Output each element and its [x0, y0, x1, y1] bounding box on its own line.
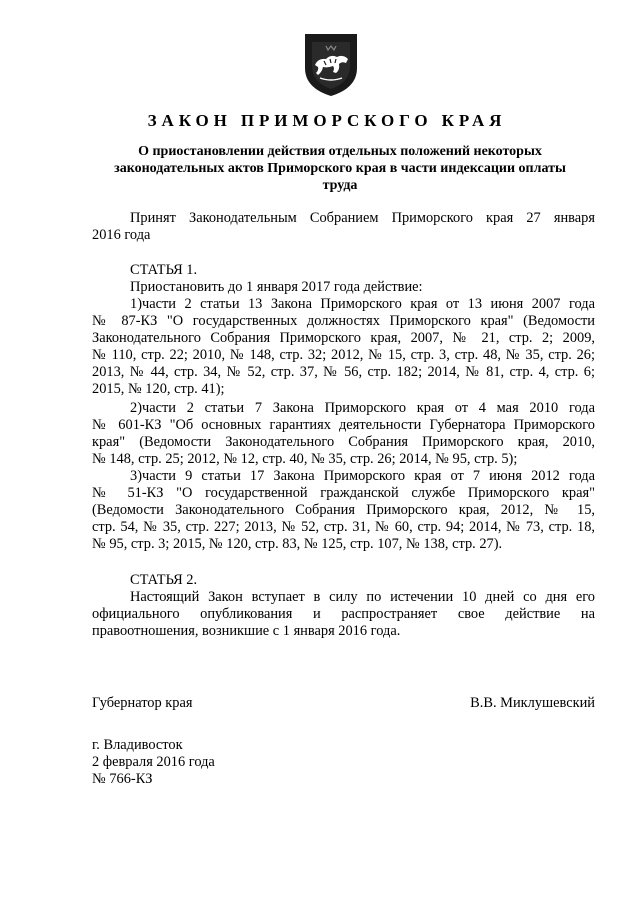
article2-line: официального опубликования и распространяет свое действие на	[92, 606, 595, 622]
article2-line: Настоящий Закон вступает в силу по истечении 10 дней со дня его	[130, 589, 595, 605]
item-line: № 148, стр. 25; 2012, № 12, стр. 40, № 35, стр. 26; 2014, № 95, стр. 5);	[92, 451, 518, 467]
article1-intro: Приостановить до 1 января 2017 года действие:	[130, 279, 423, 295]
item-line: № 601-КЗ "Об основных гарантиях деятельности Губернатора Приморского	[92, 417, 595, 433]
article1-item2	[92, 400, 595, 468]
item-line: № 95, стр. 3; 2015, № 120, стр. 83, № 125, стр. 107, № 138, стр. 27).	[92, 536, 503, 552]
signature-position: Губернатор края	[92, 695, 193, 711]
coat-of-arms-primorsky-icon	[302, 32, 360, 98]
item-line: (Ведомости Законодательного Собрания Приморского края, 2012, № 15,	[92, 502, 595, 518]
article2-heading: СТАТЬЯ 2.	[130, 572, 198, 588]
subtitle-line: законодательных актов Приморского края в части индексации оплаты	[114, 161, 566, 176]
item-line: 2015, № 120, стр. 41);	[92, 381, 225, 397]
footer-date: 2 февраля 2016 года	[92, 754, 215, 770]
adopted-line: Принят Законодательным Собранием Приморского края 27 января	[130, 210, 595, 226]
footer-city: г. Владивосток	[92, 737, 183, 753]
article1-heading: СТАТЬЯ 1.	[130, 262, 198, 278]
item-line: стр. 54, № 35, стр. 227; 2013, № 52, стр. 31, № 60, стр. 94; 2014, № 73, стр. 18,	[92, 519, 595, 535]
article1-item3	[92, 468, 595, 553]
footer-number: № 766-КЗ	[92, 771, 153, 787]
article2-body	[92, 589, 595, 640]
article1-item1	[92, 296, 595, 398]
item-line: 2)части 2 статьи 7 Закона Приморского края от 4 мая 2010 года	[130, 400, 595, 416]
adopted-line: 2016 года	[92, 227, 151, 243]
article2-line: правоотношения, возникшие с 1 января 2016 года.	[92, 623, 401, 639]
item-line: № 51-КЗ "О государственной гражданской службе Приморского края"	[92, 485, 595, 501]
item-line: № 110, стр. 22; 2010, № 148, стр. 32; 2012, № 15, стр. 3, стр. 48, № 35, стр. 26;	[92, 347, 595, 363]
signature-name: В.В. Миклушевский	[470, 695, 595, 711]
adopted-statement	[92, 210, 595, 244]
subtitle-line: О приостановлении действия отдельных положений некоторых	[138, 144, 542, 159]
item-line: 3)части 9 статьи 17 Закона Приморского края от 7 июня 2012 года	[130, 468, 595, 484]
subtitle-line: труда	[322, 178, 358, 193]
item-line: 2013, № 44, стр. 34, № 52, стр. 37, № 56, стр. 182; 2014, № 81, стр. 4, стр. 6;	[92, 364, 595, 380]
item-line: 1)части 2 статьи 13 Закона Приморского края от 13 июня 2007 года	[130, 296, 595, 312]
item-line: № 87-КЗ "О государственных должностях Приморского края" (Ведомости	[92, 313, 595, 329]
law-title: ЗАКОН ПРИМОРСКОГО КРАЯ	[147, 111, 507, 130]
item-line: Законодательного Собрания Приморского края, 2007, № 21, стр. 2; 2009,	[92, 330, 595, 346]
law-subtitle	[100, 143, 580, 194]
item-line: края" (Ведомости Законодательного Собрания Приморского края, 2010,	[92, 434, 595, 450]
